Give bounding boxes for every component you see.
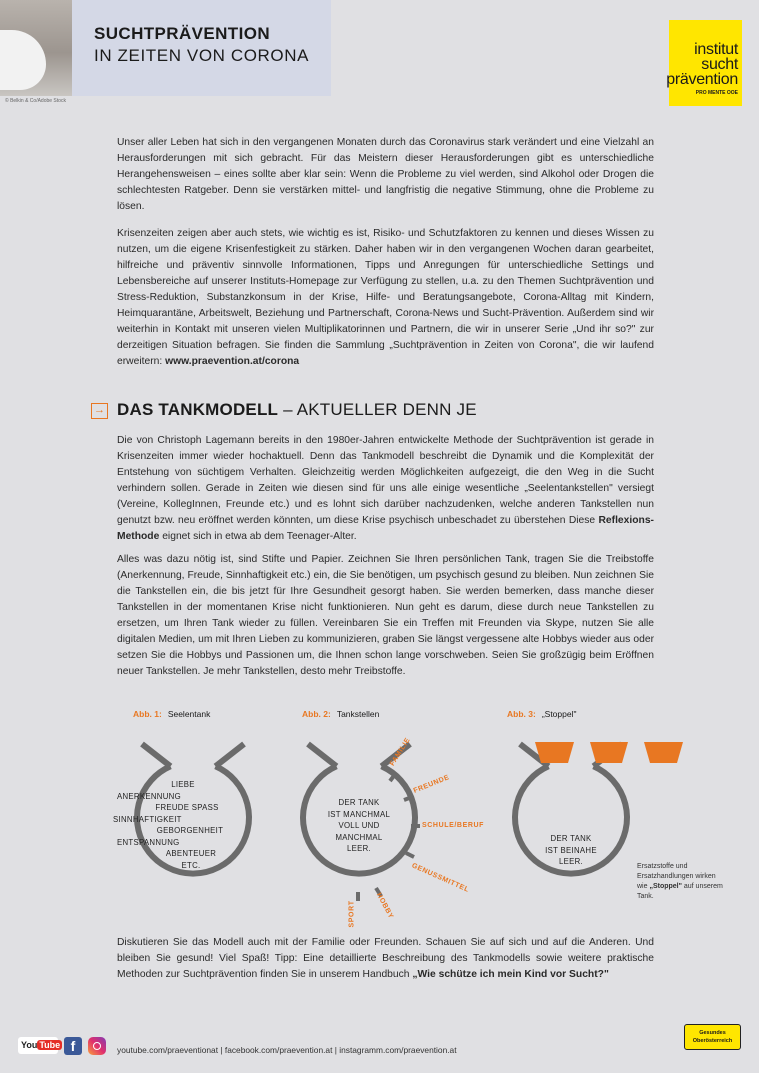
instagram-icon[interactable]: [88, 1037, 106, 1055]
station-freunde: FREUNDE: [412, 774, 451, 795]
section-arrow-icon: →: [91, 403, 108, 419]
tank3-line: LEER.: [558, 857, 584, 866]
youtube-icon[interactable]: [18, 1037, 61, 1054]
corona-link[interactable]: www.praevention.at/corona: [165, 356, 300, 367]
logo-line-praevention: prävention: [666, 71, 738, 88]
tank2-contents: [309, 797, 409, 855]
page-subtitle: IN ZEITEN VON CORONA: [94, 46, 310, 65]
tank1-line: LIEBE: [171, 780, 195, 789]
badge-line-1: Gesundes: [699, 1030, 726, 1036]
tank3-line: DER TANK: [550, 834, 592, 843]
note-text-b: auf unserem Tank.: [637, 883, 723, 900]
tank2-line: MANCHMAL: [335, 832, 383, 842]
stoppel-plug-2: [590, 742, 628, 763]
fig3-abb: Abb. 3:: [507, 709, 536, 719]
tank1-line: ABENTEUER: [165, 849, 217, 858]
closing-text: Diskutieren Sie das Modell auch mit der Familie oder Freunden. Schauen Sie auf sich und auf die Anderen. Und bleiben Sie gesund! Viel Spaß! Tipp: Eine detaillierte Beschreibung des Tankmodells sowie weitere praktische Methoden zur Suchtprävention finden Sie in unserem Handbuch: [117, 937, 654, 980]
closing-paragraph: [117, 935, 654, 983]
station-familie: FAMILIE: [389, 736, 412, 768]
intro-paragraph-2-text: Krisenzeiten zeigen aber auch stets, wie wichtig es ist, Risiko- und Schutzfaktoren zu kennen und dieses Wissen zu nutzen, um die eigene Krisenfestigkeit zu stärken. Daher haben wir in den vergangenen Wochen daran gearbeitet, hilfreiche und präventiv sinnvolle Informationen, Tipps und Anregungen für unterschiedliche Settings und Lebensbereiche auf unserer Instituts-Homepage zur Verfügung zu stellen, u.a. zu den Themen Suchtprävention und Stress-Reduktion, Substanzkonsum in der Krise, Hilfe- und Beratungsangebote, Corona-Alltag mit Kindern, Heimquarantäne, Arbeitswelt, Beziehung und Partnerschaft, Corona-News und Sucht-Prävention. Außerdem sind wir weiterhin in Kontakt mit unseren vielen Multiplikatorinnen und Partnern, die wir in unserer Serie „Und ihr so?" zur derzeitigen Situation befragen. Sie finden die Sammlung „Suchtprävention in Zeiten von Corona", die wir laufend erweitern:: [117, 228, 654, 367]
fig1-caption: Seelentank: [167, 709, 211, 719]
station-schule-beruf: SCHULE/BERUF: [422, 822, 485, 829]
p3-text-a: Die von Christoph Lagemann bereits in den 1980er-Jahren entwickelte Methode der Suchtprävention ist gerade in Krisenzeiten immer wieder hochaktuell. Denn das Tankmodell beschreibt die Dynamik und die Komplexität der Entstehung von süchtigem Verhalten. Gleichzeitig werden Möglichkeiten aufgezeigt, die den Weg in die Sucht verhindern sollen. Gerade in Zeiten wie diesen sind für uns alle einige wesentliche „Seelentankstellen" versiegt (Vereine, KollegInnen, Freunde etc.) und es lohnt sich darüber nachzudenken, welche anderen Tankstellen nun genutzt bzw. neu eröffnet werden könnten, um diese Krise psychisch unbeschadet zu überstehen Diese: [117, 435, 654, 526]
badge-line-2: Oberösterreich: [692, 1038, 733, 1044]
youtube-tube: Tube: [39, 1040, 61, 1050]
tank2-line: DER TANK: [338, 798, 380, 807]
gesundes-ooe-badge: [684, 1024, 741, 1050]
tank1-line: GEBORGENHEIT: [156, 826, 224, 835]
page-title: SUCHTPRÄVENTION: [94, 24, 271, 43]
note-bold: „Stoppel": [649, 883, 682, 890]
tank1-line: FREUDE SPASS: [155, 803, 219, 812]
facebook-icon[interactable]: f: [64, 1037, 82, 1055]
section-title-bold: DAS TANKMODELL: [117, 400, 279, 419]
tank2-line: LEER.: [346, 844, 372, 853]
youtube-you: You: [21, 1040, 38, 1050]
station-genussmittel: GENUSSMITTEL: [410, 862, 471, 894]
note-text-a: Ersatzstoffe und Ersatzhandlungen wirken wie: [637, 863, 716, 890]
tank1-line: ETC.: [181, 860, 201, 870]
tankmodell-paragraph-2: Alles was dazu nötig ist, sind Stifte und Papier. Zeichnen Sie Ihren persönlichen Tank, tragen Sie die Treibstoffe (Anerkennung, Freude, Sinnhaftigkeit etc.) ein, die Sie benötigen, um psychisch gesund zu bleiben. Nun zeichnen Sie die Tankstellen ein, die bis jetzt für Ihre Gesundheit gesorgt haben. Sie werden bemerken, dass manche dieser Tankstellen in der momentanen Krise nicht funktionieren. Nun geht es darum, diese durch neue Tankstellen zu ersetzen, um Ihren Tank wieder zu füllen. Vereinbaren Sie ein Treffen mit Freunden via Skype, nutzen Sie alle digitalen Medien, um mit Ihren Lieben zu kommunizieren, graben Sie längst vergessene alte Hobbys wieder aus oder setzen Sie die Hobbys und Passionen um, die Ihnen schon lange vorschweben. Seien Sie großzügig beim Eröffnen neuer Tankstellen. Je mehr Tankstellen, desto mehr Treibstoffe.: [117, 554, 654, 677]
fig3-caption: „Stoppel": [541, 709, 577, 719]
stoppel-note: [637, 862, 727, 902]
fig2-caption: Tankstellen: [336, 709, 380, 719]
logo-line-promente: PRO MENTE OOE: [695, 90, 738, 96]
photo-credit: © Belkin & Co/Adobe Stock: [5, 98, 66, 104]
fig2-abb: Abb. 2:: [302, 709, 331, 719]
tank1-line: SINNHAFTIGKEIT: [113, 814, 182, 824]
handbook-title: „Wie schütze ich mein Kind vor Sucht?": [412, 969, 609, 980]
tank1-line: ANERKENNUNG: [117, 791, 181, 801]
p3-bold: Reflexions-Methode: [117, 515, 654, 542]
stoppel-plug-3: [644, 742, 683, 763]
station-sport: SPORT: [348, 900, 356, 928]
logo-line-institut: institut: [694, 41, 738, 58]
tank1-contents: [113, 779, 229, 871]
tank1-neck-right: [216, 744, 245, 766]
logo-line-sucht: sucht: [701, 56, 738, 73]
stoppel-plug-1: [535, 742, 574, 763]
section-title-rest: – AKTUELLER DENN JE: [278, 400, 477, 419]
tank2-line: VOLL UND: [338, 821, 380, 830]
p3-text-b: eignet sich in etwa ab dem Teenager-Alter.: [159, 531, 357, 542]
station-hobby: HOBBY: [374, 891, 395, 921]
tank1-neck-left: [142, 744, 171, 766]
intro-paragraph-1: Unser aller Leben hat sich in den vergangenen Monaten durch das Coronavirus stark verändert und eine Vielzahl an Herausforderungen mit sich gebracht. Für das Meistern dieser Herausforderungen gibt es unterschiedliche Herangehensweisen – eines sollte aber klar sein: Wenn die Probleme zu viel werden, sind Alkohol oder Drogen die schlechtesten Ratgeber. Denn sie verstärken mittel- und langfristig die negative Stimmung, ohne die Probleme zu lösen.: [117, 137, 654, 212]
tank3-line: IST BEINAHE: [545, 845, 597, 855]
footer-links[interactable]: youtube.com/praeventionat | facebook.com/praevention.at | instagramm.com/praevention.at: [117, 1045, 457, 1055]
tank3-contents: [521, 833, 621, 868]
fig1-abb: Abb. 1:: [133, 709, 162, 719]
tank2-neck-left: [308, 744, 337, 766]
tank1-line: ENTSPANNUNG: [117, 837, 180, 847]
tank2-line: IST MANCHMAL: [327, 809, 391, 819]
